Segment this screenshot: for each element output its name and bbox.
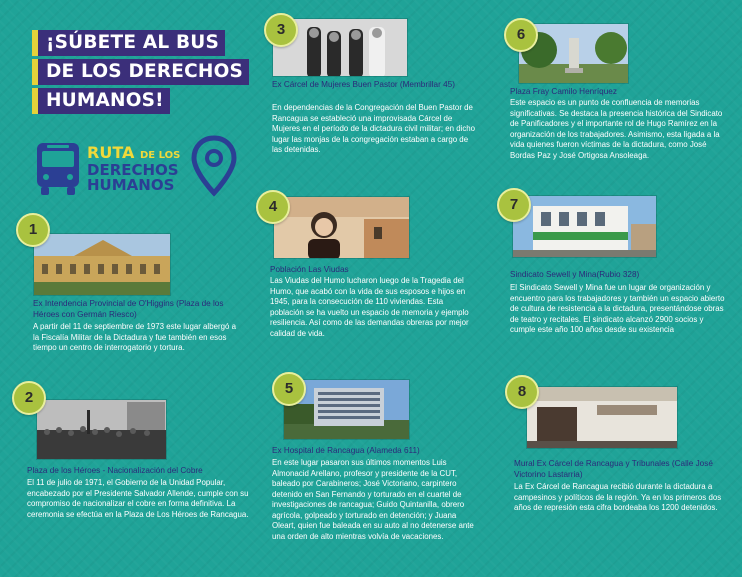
site-number-badge: 6 — [504, 18, 538, 52]
site-number-badge: 4 — [256, 190, 290, 224]
site-heading: Plaza Fray Camilo Henríquez — [510, 87, 617, 96]
site-photo-sindicato-sewell — [512, 195, 657, 258]
site-photo-mural-carcel — [526, 386, 678, 449]
site-description: El Sindicato Sewell y Mina fue un lugar de organización y encuentro para los trabajadores y también un espacio abierto de cultura de resistencia a la dictadura, presentándose obras de teatro y recitales. El sindicato alcanzó 2900 socios y cumple este año 100 años desde su existencia — [510, 283, 725, 334]
site-description: En este lugar pasaron sus últimos momentos Luis Almonacid Arellano, profesor y presidente de la CUT, baleado por Carabineros; José Victoriano, carpintero detenido en San Fernando y torturado en el cuartel de investigaciones de rancagua; Guido Quintanilla, obrero agrícola, golpeado y torturado en detención; y Juana Oleart, quien fue baleada en su auto al no detenerse ante una orden de alto mientras volvía de vacaciones. — [272, 458, 474, 541]
site-photo-las-viudas — [273, 196, 410, 259]
logo-delos: DE LOS — [139, 150, 181, 161]
logo-humanos: HUMANOS — [87, 176, 175, 194]
site-description: A partir del 11 de septiembre de 1973 este lugar albergó a la Fiscalía Militar de la Dictadura y fue también en esos tiempo un centro de interrogatorio y tortura. — [33, 322, 236, 352]
site-heading: Ex Intendencia Provincial de O'Higgins (Plaza de los Héroes con Germán Riesco) — [33, 299, 224, 319]
site-number-badge: 1 — [16, 213, 50, 247]
logo-derechos: DERECHOS — [87, 161, 179, 179]
ruta-logo — [33, 135, 243, 200]
site-heading: Ex Cárcel de Mujeres Buen Pastor (Membrillar 45) — [272, 80, 455, 89]
site-heading: Mural Ex Cárcel de Rancagua y Tribunales (Calle José Victorino Lastarria) — [514, 459, 713, 479]
site-description: El 11 de julio de 1971, el Gobierno de la Unidad Popular, encabezado por el Presidente Salvador Allende, cumple con su compromiso de nacionalizar el cobre en forma definitiva. La ceremonia se efectúa en la Plaza de Los Héroes de Rancagua. — [27, 478, 249, 519]
site-description: Las Viudas del Humo lucharon luego de la Tragedia del Humo, que acabó con la vida de sus esposos e hijos en 1945, para la consecución de 110 viviendas. Esta población se ha vuelto un espacio de memoria y ejemplo resiliencia. Así como de las demandas obreras por mejor calidad de vida. — [270, 276, 469, 338]
site-heading: Ex Hospital de Rancagua (Alameda 611) — [272, 446, 420, 455]
site-heading: Plaza de los Héroes - Nacionalización del Cobre — [27, 466, 203, 475]
title-line-2: DE LOS DERECHOS — [32, 59, 249, 85]
title-line-3: HUMANOS! — [32, 88, 170, 114]
site-photo-intendencia — [33, 233, 171, 296]
title-block — [32, 30, 247, 117]
site-description: En dependencias de la Congregación del Buen Pastor de Rancagua se estableció una improvisada Cárcel de Mujeres en el período de la dictadura civil militar; en dicho lugar las monjas de la congregación estaban a cargo de las detenidas. — [272, 103, 476, 154]
logo-text — [87, 145, 180, 193]
logo-ruta: RUTA — [87, 143, 135, 162]
location-pin-icon — [191, 135, 237, 197]
site-photo-plaza-heroes — [36, 399, 167, 460]
site-number-badge: 5 — [272, 372, 306, 406]
site-number-badge: 8 — [505, 375, 539, 409]
site-heading: Sindicato Sewell y Mina(Rubio 328) — [510, 270, 640, 279]
site-number-badge: 7 — [497, 188, 531, 222]
site-heading: Población Las Viudas — [270, 265, 349, 274]
site-description: Este espacio es un punto de confluencia de memorias significativas. Se destaca la presencia histórica del Sindicato de Panificadores y el importante rol de Hugo Ramírez en la organización de los trabajadores. Asimismo, esta ligada a la vida quienes fueron víctimas de la dictadura, como José Bordas Paz y José Ortigosa Ansoleaga. — [510, 98, 723, 160]
site-number-badge: 2 — [12, 381, 46, 415]
site-number-badge: 3 — [264, 13, 298, 47]
bus-icon — [33, 139, 85, 199]
site-description: La Ex Cárcel de Rancagua recibió durante la dictadura a campesinos y políticos de la región. Ya en los primeros dos años de represión esta cifra bordeaba los 1200 detenidos. — [514, 482, 722, 512]
title-line-1: ¡SÚBETE AL BUS — [32, 30, 225, 56]
